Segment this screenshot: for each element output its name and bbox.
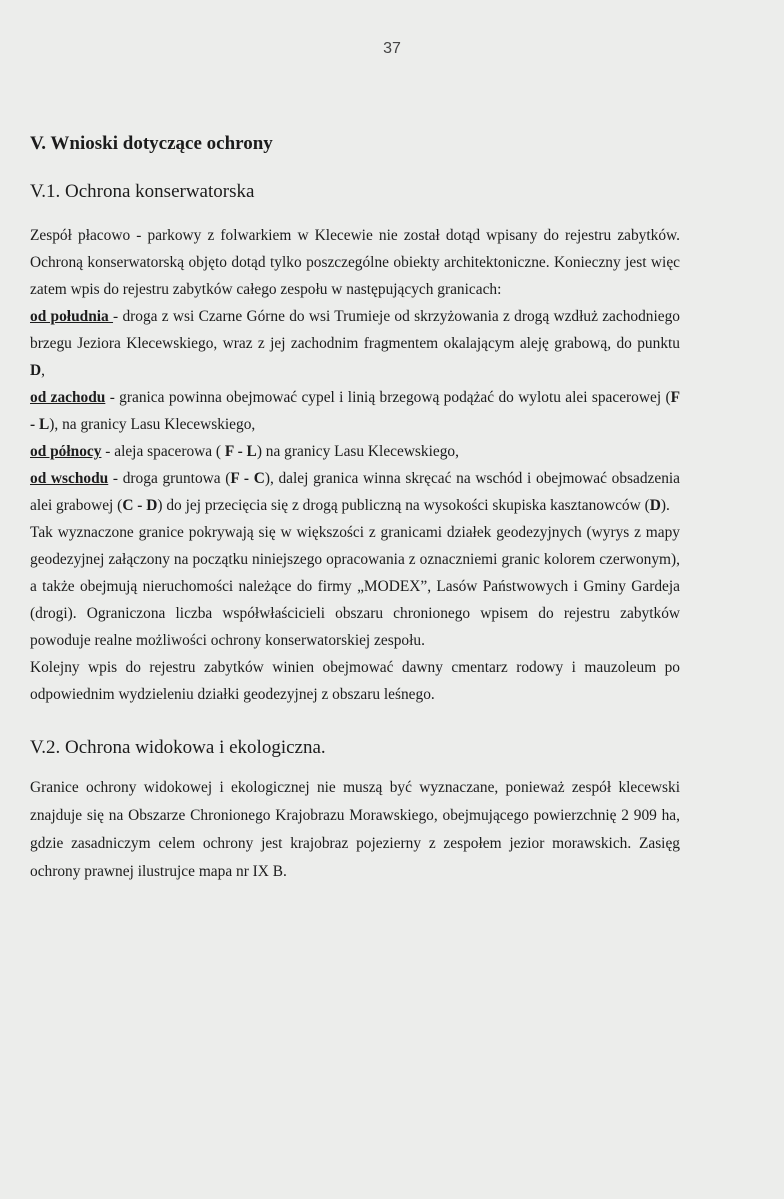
boundary-south-label: od południa — [30, 308, 114, 325]
paragraph-intro: Zespół płacowo - parkowy z folwarkiem w Klecewie nie został dotąd wpisany do rejestru zabytków. Ochroną konserwatorską objęto dotąd tylko poszczególne obiekty architektoniczne. Konieczny jest więc zatem wpis do rejestru zabytków całego zespołu w następujących granicach: — [30, 227, 680, 298]
boundary-north-text: - aleja spacerowa ( — [101, 443, 225, 460]
boundary-west-label: od zachodu — [30, 389, 106, 406]
boundary-south-end: , — [41, 362, 45, 379]
boundary-north-label: od północy — [30, 443, 102, 460]
boundary-east-text-1: - droga gruntowa ( — [108, 470, 231, 487]
point-d: D — [30, 362, 42, 379]
paragraph-boundaries: Tak wyznaczone granice pokrywają się w większości z granicami działek geodezyjnych (wyrys z mapy geodezyjnej załączony na początku niniejszego opracowania z oznaczniemi granic kolorem czerwonym), a także obejmują nieruchomości należące do firmy „MODEX”, Lasów Państwowych i Gminy Gardeja (drogi). Ograniczona liczba współwłaścicieli obszaru chronionego wpisem do rejestru zabytków powoduje realne możliwości ochrony konserwatorskiej zespołu. — [30, 524, 680, 649]
boundary-north — [30, 438, 680, 465]
boundary-south — [30, 303, 680, 384]
subsection-title-v2: V.2. Ochrona widokowa i ekologiczna. — [30, 737, 326, 758]
boundary-east-text-3: ) do jej przecięcia się z drogą publiczną na wysokości skupiska kasztanowców ( — [157, 497, 650, 514]
segment-f-l: F - L — [30, 389, 680, 433]
page-content — [30, 132, 680, 886]
paragraph-landscape: Granice ochrony widokowej i ekologicznej nie muszą być wyznaczane, ponieważ zespół klecewski znajduje się na Obszarze Chronionego Krajobrazu Morawskiego, obejmującego powierzchnię 2 909 ha, gdzie zasadniczym celem ochrony jest krajobraz pojezierny z zespołem jezior morawskich. Zasięg ochrony prawnej ilustrujce mapa nr IX B. — [30, 779, 680, 880]
boundary-east-text-2: ), dalej granica winna skręcać na wschód i obejmować obsadzenia alei grabowej ( — [30, 470, 680, 514]
boundary-south-text: - droga z wsi Czarne Górne do wsi Trumieje od skrzyżowania z drogą wzdłuż zachodniego brzegu Jeziora Klecewskiego, wraz z jej zachodnim fragmentem okalającym aleję grabową, do punktu — [30, 308, 680, 352]
boundary-west-end: ), na granicy Lasu Klecewskiego, — [49, 416, 256, 433]
segment-f-c: F - C — [230, 470, 265, 487]
boundary-north-end: ) na granicy Lasu Klecewskiego, — [256, 443, 459, 460]
subsection-title-v1: V.1. Ochrona konserwatorska — [30, 181, 255, 202]
boundary-east — [30, 465, 680, 519]
boundary-east-end: ). — [660, 497, 670, 514]
boundary-east-label: od wschodu — [30, 470, 109, 487]
segment-f-l: F - L — [224, 443, 257, 460]
section-title: V. Wnioski dotyczące ochrony — [30, 133, 273, 154]
segment-c-d: C - D — [122, 497, 158, 514]
paragraph-register: Kolejny wpis do rejestru zabytków winien obejmować dawny cmentarz rodowy i mauzoleum po odpowiednim wydzieleniu działki geodezyjnej z obszaru leśnego. — [30, 659, 680, 703]
page-number: 37 — [383, 40, 401, 57]
point-d: D — [649, 497, 661, 514]
boundary-west — [30, 384, 680, 438]
boundary-west-text: - granica powinna obejmować cypel i linią brzegową podążać do wylotu alei spacerowej ( — [105, 389, 671, 406]
